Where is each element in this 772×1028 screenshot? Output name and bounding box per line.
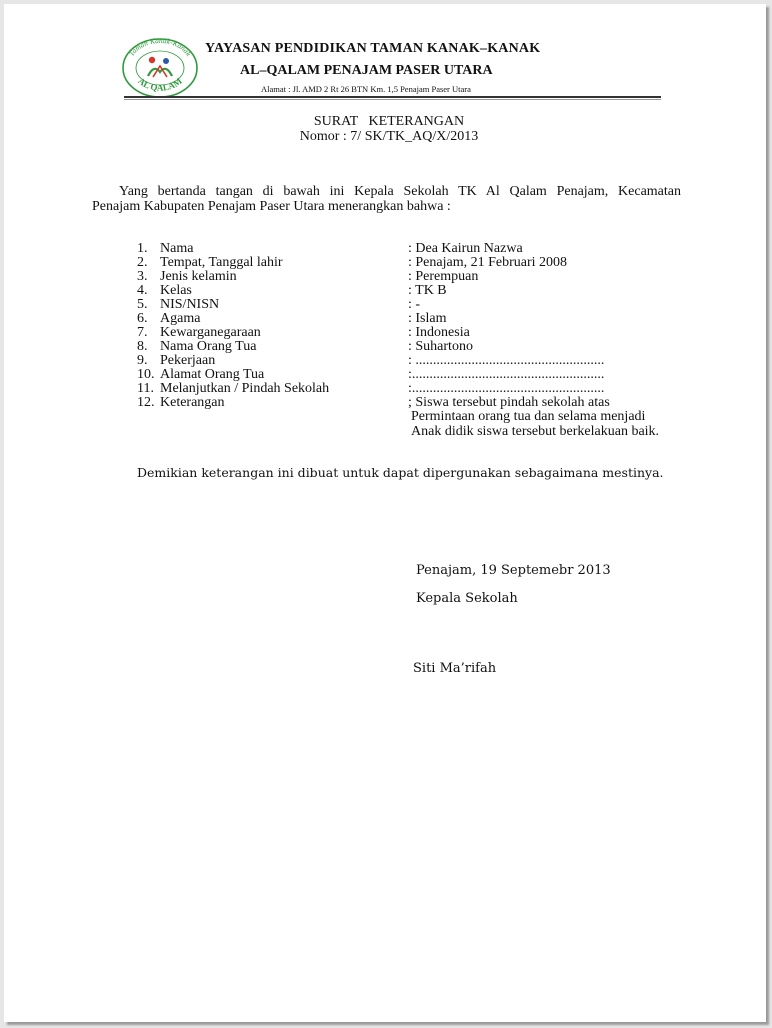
- remark-line-2: Permintaan orang tua dan selama menjadi: [411, 409, 646, 424]
- item-number: 5.: [137, 297, 148, 312]
- logo-text-bottom: AL QALAM: [136, 75, 184, 93]
- item-number: 1.: [137, 241, 148, 256]
- item-label: Kelas: [160, 283, 192, 298]
- item-label: NIS/NISN: [160, 297, 220, 312]
- institution-name: YAYASAN PENDIDIKAN TAMAN KANAK–KANAK: [205, 41, 541, 56]
- item-value: : Penajam, 21 Februari 2008: [408, 255, 568, 270]
- svg-text:AL QALAM: [136, 75, 184, 92]
- remark-line-3: Anak didik siswa tersebut berkelakuan baik.: [411, 424, 660, 439]
- item-number: 6.: [137, 311, 148, 326]
- letter-number: Nomor : 7/ SK/TK_AQ/X/2013: [299, 129, 479, 144]
- place-date: Penajam, 19 Septemebr 2013: [416, 563, 611, 578]
- item-value: : Dea Kairun Nazwa: [408, 241, 523, 256]
- item-number: 7.: [137, 325, 148, 340]
- item-label: Nama: [160, 241, 194, 256]
- item-number: 10.: [137, 367, 155, 382]
- item-number: 2.: [137, 255, 148, 270]
- header-divider: [124, 96, 661, 98]
- item-value: :.......................................................: [408, 381, 605, 396]
- item-label: Agama: [160, 311, 201, 326]
- item-value: : Islam: [408, 311, 447, 326]
- school-address: Alamat : Jl. AMD 2 Rt 26 BTN Km. 1,5 Penajam Paser Utara: [261, 84, 471, 94]
- item-value: : Indonesia: [408, 325, 470, 340]
- letter-title: SURAT KETERANGAN: [313, 114, 465, 129]
- closing-statement: Demikian keterangan ini dibuat untuk dapat dipergunakan sebagaimana mestinya.: [137, 465, 664, 480]
- svg-text:Taman Kanak-Kanak: [127, 36, 194, 58]
- item-label: Kewarganegaraan: [160, 325, 261, 340]
- item-number: 11.: [137, 381, 154, 396]
- item-value: : Suhartono: [408, 339, 473, 354]
- item-label: Keterangan: [160, 395, 225, 410]
- item-number: 8.: [137, 339, 148, 354]
- item-value: : TK B: [408, 283, 447, 298]
- item-value: : Perempuan: [408, 269, 479, 284]
- item-label: Melanjutkan / Pindah Sekolah: [160, 381, 330, 396]
- signatory-name: Siti Ma’rifah: [413, 661, 497, 676]
- intro-line-1: Yang bertanda tangan di bawah ini Kepala Sekolah TK Al Qalam Penajam, Kecamatan: [119, 184, 681, 199]
- school-name: AL–QALAM PENAJAM PASER UTARA: [240, 63, 493, 78]
- item-value: : -: [408, 297, 421, 312]
- item-label: Tempat, Tanggal lahir: [160, 255, 283, 270]
- item-number: 3.: [137, 269, 148, 284]
- item-value: ; Siswa tersebut pindah sekolah atas: [408, 395, 610, 410]
- intro-line-2: Penajam Kabupaten Penajam Paser Utara menerangkan bahwa :: [92, 199, 451, 214]
- logo-text-top: Taman Kanak-Kanak: [126, 36, 194, 58]
- item-number: 4.: [137, 283, 148, 298]
- item-label: Pekerjaan: [160, 353, 216, 368]
- item-value: : ......................................................: [408, 353, 605, 368]
- header-divider-thin: [124, 99, 661, 100]
- item-label: Nama Orang Tua: [160, 339, 257, 354]
- item-label: Alamat Orang Tua: [160, 367, 265, 382]
- school-logo: [120, 36, 200, 100]
- item-number: 12.: [137, 395, 155, 410]
- signatory-position: Kepala Sekolah: [416, 591, 518, 606]
- letter-page: [4, 4, 766, 1022]
- item-value: :.......................................................: [408, 367, 605, 382]
- item-number: 9.: [137, 353, 148, 368]
- item-label: Jenis kelamin: [160, 269, 237, 284]
